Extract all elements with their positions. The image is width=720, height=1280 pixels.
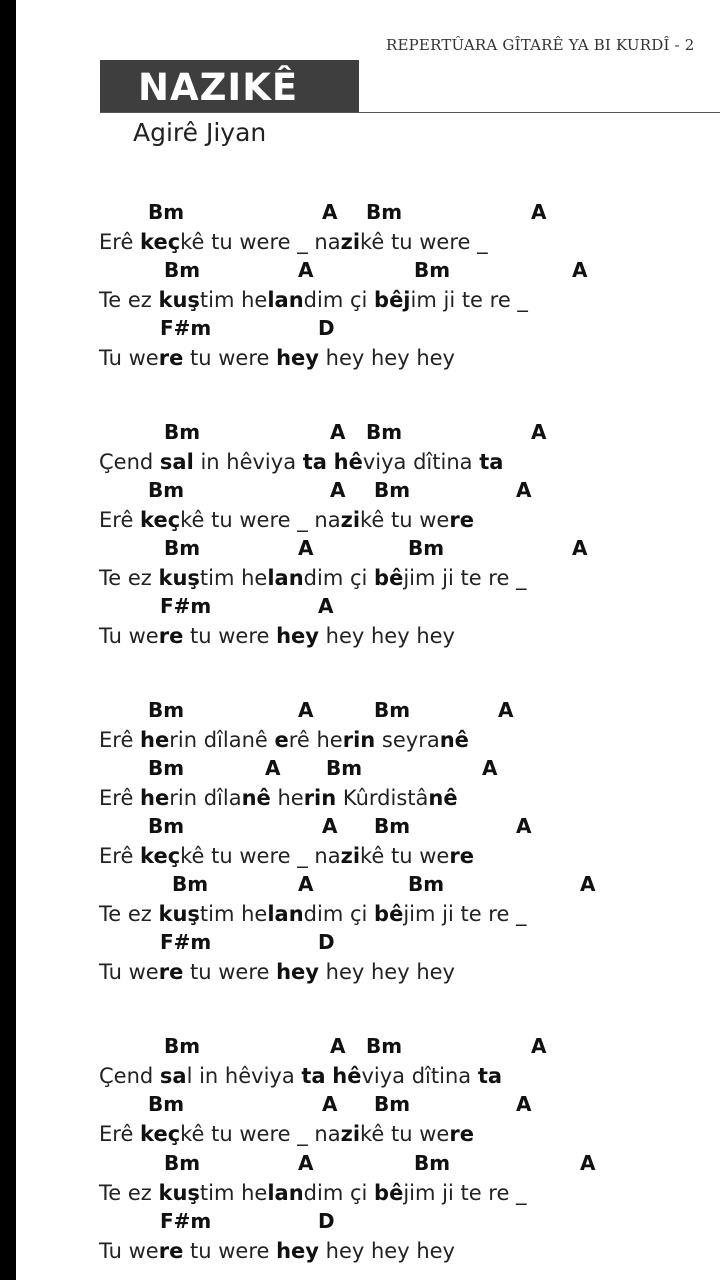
chord-label: A [572, 258, 588, 282]
lyric-stressed-syllable: lan [267, 1181, 304, 1205]
chord-label: A [531, 420, 547, 444]
lyric-text: kê tu we [360, 844, 450, 868]
lyric-text: Çend [99, 450, 160, 474]
lyric-line [99, 623, 455, 649]
chord-label: A [298, 872, 314, 896]
chord-label: F#m [160, 594, 212, 618]
lyric-stressed-syllable: lan [267, 566, 304, 590]
lyric-text [327, 450, 334, 474]
lyric-text: Te ez [99, 288, 159, 312]
lyric-text: Erê [99, 508, 141, 532]
lyric-stressed-syllable: nê [428, 786, 458, 810]
lyric-line [99, 1121, 474, 1147]
lyric-text: kê tu were _ na [180, 1122, 341, 1146]
lyric-stressed-syllable: lan [267, 288, 304, 312]
lyric-text: rê he [288, 728, 343, 752]
lyric-stressed-syllable: re [449, 844, 474, 868]
chord-label: Bm [374, 478, 411, 502]
chord-label: Bm [172, 872, 209, 896]
lyric-text: tu were [183, 624, 277, 648]
chord-label: A [330, 1034, 346, 1058]
chord-label: A [318, 594, 334, 618]
lyric-stressed-syllable: ta [479, 450, 504, 474]
lyric-text: im ji te re _ [410, 288, 528, 312]
chord-label: A [298, 536, 314, 560]
lyric-line [99, 785, 458, 811]
lyric-stressed-syllable: rin [342, 728, 376, 752]
chord-label: Bm [148, 756, 185, 780]
lyric-text: tu were [183, 1239, 277, 1263]
lyric-text: tu were [183, 960, 277, 984]
chord-label: Bm [148, 698, 185, 722]
lyric-text: jim ji te re _ [403, 902, 527, 926]
lyric-text: Erê [99, 230, 141, 254]
lyric-text: tim he [199, 288, 268, 312]
lyric-line [99, 1238, 455, 1264]
lyric-stressed-syllable: zi [340, 230, 361, 254]
chord-label: F#m [160, 930, 212, 954]
chord-label: Bm [164, 420, 201, 444]
running-header: REPERTÛARA GÎTARÊ YA BI KURDÎ - 2 [386, 36, 695, 54]
lyric-stressed-syllable: lan [267, 902, 304, 926]
lyric-line [99, 565, 527, 591]
chord-label: Bm [148, 200, 185, 224]
lyric-stressed-syllable: nê [241, 786, 271, 810]
lyric-text: Te ez [99, 1181, 159, 1205]
chord-label: Bm [164, 258, 201, 282]
lyric-line [99, 901, 527, 927]
chord-label: A [498, 698, 514, 722]
chord-label: D [318, 316, 335, 340]
lyric-line [99, 507, 474, 533]
lyric-stressed-syllable: hey [276, 960, 319, 984]
lyric-text: Kûrdistâ [336, 786, 429, 810]
lyric-text: dim çi [303, 288, 375, 312]
lyric-text: Tu we [99, 1239, 159, 1263]
lyric-text: rin dîla [169, 786, 242, 810]
lyric-stressed-syllable: re [158, 346, 184, 370]
chord-label: Bm [164, 1151, 201, 1175]
chord-label: A [322, 814, 338, 838]
lyric-stressed-syllable: bê [374, 902, 404, 926]
chord-label: Bm [148, 1092, 185, 1116]
lyric-stressed-syllable: sal [159, 450, 194, 474]
song-artist: Agirê Jiyan [133, 118, 267, 147]
lyric-stressed-syllable: bê [374, 566, 404, 590]
chord-label: A [330, 478, 346, 502]
lyric-stressed-syllable: keç [140, 508, 181, 532]
lyric-stressed-syllable: hê [332, 1064, 362, 1088]
lyric-stressed-syllable: re [449, 508, 474, 532]
lyric-text: viya dîtina [361, 1064, 478, 1088]
lyric-line [99, 1063, 502, 1089]
chord-label: A [516, 814, 532, 838]
chord-label: A [531, 200, 547, 224]
lyric-text: tu were [183, 346, 277, 370]
lyric-stressed-syllable: kuş [158, 566, 200, 590]
lyric-text: viya dîtina [362, 450, 480, 474]
lyric-stressed-syllable: kuş [158, 1181, 200, 1205]
lyric-stressed-syllable: zi [340, 1122, 361, 1146]
lyric-text: dim çi [303, 902, 375, 926]
lyric-stressed-syllable: re [158, 624, 184, 648]
lyric-stressed-syllable: kuş [158, 902, 200, 926]
lyric-line [99, 345, 455, 371]
lyric-stressed-syllable: re [158, 1239, 184, 1263]
chord-label: A [531, 1034, 547, 1058]
chord-label: Bm [164, 1034, 201, 1058]
chord-label: Bm [374, 814, 411, 838]
lyric-text: tim he [199, 902, 268, 926]
lyric-text: Tu we [99, 624, 159, 648]
lyric-stressed-syllable: hey [276, 1239, 319, 1263]
lyric-text: kê tu were _ na [180, 508, 341, 532]
lyric-line [99, 959, 455, 985]
lyric-text: rin dîlanê [169, 728, 275, 752]
lyric-text: hey hey hey [318, 960, 455, 984]
lyric-text: Tu we [99, 346, 159, 370]
lyric-text: Te ez [99, 566, 159, 590]
lyric-text: Te ez [99, 902, 159, 926]
lyric-text: dim çi [303, 1181, 375, 1205]
chord-label: A [298, 258, 314, 282]
lyric-line [99, 449, 503, 475]
chord-label: Bm [366, 420, 403, 444]
lyric-text: kê tu we [360, 508, 450, 532]
lyric-stressed-syllable: kuş [158, 288, 200, 312]
lyric-line [99, 287, 528, 313]
chord-label: A [330, 420, 346, 444]
chord-label: A [322, 1092, 338, 1116]
chord-label: A [298, 698, 314, 722]
chord-label: Bm [414, 258, 451, 282]
lyric-stressed-syllable: re [158, 960, 184, 984]
lyric-text: jim ji te re _ [403, 1181, 527, 1205]
lyric-line [99, 727, 469, 753]
lyric-stressed-syllable: hê [333, 450, 363, 474]
chord-label: Bm [374, 1092, 411, 1116]
lyric-stressed-syllable: ta [301, 1064, 326, 1088]
lyric-text: kê tu were _ na [180, 844, 341, 868]
lyric-text: l in hêviya [186, 1064, 302, 1088]
lyric-text: tim he [199, 566, 268, 590]
chord-label: Bm [148, 478, 185, 502]
lyric-text: hey hey hey [318, 1239, 455, 1263]
lyric-text: Erê [99, 844, 141, 868]
chord-label: Bm [326, 756, 363, 780]
chord-label: A [580, 1151, 596, 1175]
chord-label: Bm [374, 698, 411, 722]
lyric-text: kê tu we [360, 1122, 450, 1146]
lyric-text: dim çi [303, 566, 375, 590]
chord-label: A [572, 536, 588, 560]
lyric-text: in hêviya [193, 450, 303, 474]
lyric-text: jim ji te re _ [403, 566, 527, 590]
lyric-stressed-syllable: keç [140, 1122, 181, 1146]
chord-label: A [322, 200, 338, 224]
lyric-text: Erê [99, 728, 141, 752]
lyric-text: Tu we [99, 960, 159, 984]
song-title: NAZIKÊ [100, 60, 359, 113]
lyric-stressed-syllable: he [140, 728, 170, 752]
lyric-stressed-syllable: nê [439, 728, 469, 752]
lyric-stressed-syllable: bêj [374, 288, 411, 312]
chord-label: Bm [408, 536, 445, 560]
chord-label: Bm [366, 1034, 403, 1058]
chord-label: D [318, 1209, 335, 1233]
chord-label: D [318, 930, 335, 954]
lyric-stressed-syllable: zi [340, 844, 361, 868]
chord-label: A [482, 756, 498, 780]
lyric-stressed-syllable: ta [477, 1064, 503, 1088]
lyric-text: kê tu were _ na [180, 230, 341, 254]
lyric-stressed-syllable: keç [140, 230, 181, 254]
lyric-line [99, 843, 474, 869]
chord-label: Bm [366, 200, 403, 224]
chord-label: A [580, 872, 596, 896]
lyric-stressed-syllable: hey [276, 346, 319, 370]
lyric-text: hey hey hey [318, 346, 455, 370]
chord-label: F#m [160, 316, 212, 340]
lyric-stressed-syllable: e [274, 728, 289, 752]
lyric-text: tim he [199, 1181, 268, 1205]
lyric-text: kê tu were _ [360, 230, 488, 254]
left-page-edge [0, 0, 16, 1280]
chord-label: A [516, 1092, 532, 1116]
chord-label: F#m [160, 1209, 212, 1233]
lyric-text: he [270, 786, 304, 810]
chord-label: Bm [164, 536, 201, 560]
lyric-line [99, 1180, 527, 1206]
chord-label: Bm [408, 872, 445, 896]
lyric-stressed-syllable: ta [302, 450, 327, 474]
title-underline [100, 112, 720, 113]
lyric-stressed-syllable: keç [140, 844, 181, 868]
lyric-text: Erê [99, 1122, 141, 1146]
lyric-stressed-syllable: re [449, 1122, 474, 1146]
lyric-stressed-syllable: zi [340, 508, 361, 532]
chord-label: Bm [148, 814, 185, 838]
chord-label: A [265, 756, 281, 780]
lyric-stressed-syllable: rin [303, 786, 337, 810]
lyric-line [99, 229, 488, 255]
chord-label: A [298, 1151, 314, 1175]
chord-label: Bm [414, 1151, 451, 1175]
lyric-stressed-syllable: he [140, 786, 170, 810]
lyric-stressed-syllable: hey [276, 624, 319, 648]
chord-label: A [516, 478, 532, 502]
lyric-stressed-syllable: bê [374, 1181, 404, 1205]
lyric-stressed-syllable: sa [159, 1064, 187, 1088]
lyric-text: Çend [99, 1064, 160, 1088]
lyric-text: Erê [99, 786, 141, 810]
lyric-text: seyra [375, 728, 440, 752]
lyric-text: hey hey hey [318, 624, 455, 648]
